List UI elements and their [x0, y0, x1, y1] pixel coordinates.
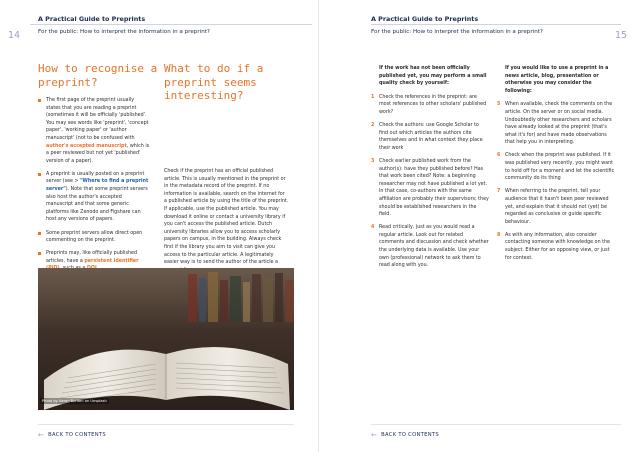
pid-link[interactable]: persistent identifier [84, 258, 139, 264]
list-item: Preprints may, like officially published articles, have a persistent identifier [38, 250, 150, 273]
bullet-icon [38, 99, 41, 102]
using-preprint-intro: If you would like to use a preprint in a news article, blog, presentation or otherwise you may consider the following: [505, 66, 609, 94]
page-number: 15 [615, 30, 628, 41]
accepted-manuscript-link[interactable]: author's accepted manuscript [46, 143, 127, 149]
bullet-icon [38, 252, 41, 255]
list-item: 7 When referring to the preprint, tell your audience that it hasn't been peer reviewed yet, and explain that it should not (yet) be regarded as conclusive or guide specific behaviour. [497, 189, 609, 225]
quality-check-list [371, 94, 489, 270]
list-item: 5 When available, check the comments on the article. On the server or on social media. Undoubtedly other researchers and scholars have already looked at the preprint (that's what it's for) and have made observations that help you in interpreting. [497, 102, 613, 146]
footer-rule [371, 424, 621, 425]
bullet-icon [38, 173, 41, 176]
list-item: 4 Read critically, just as you would read a regular article. Look out for related comments and discussion and check whether the underlying data is available. Use your own (professional) network to ask them to read along with you. [371, 225, 489, 269]
arrow-left-icon: ← [371, 431, 378, 439]
quality-check-intro: If the work has not been officially published yet, you may perform a small quality check by yourself: [379, 66, 487, 87]
list-item: 1 Check the references in the preprint: are most references to other scholars' published work? [371, 94, 487, 115]
back-to-contents-label: BACK TO CONTENTS [381, 432, 439, 438]
guide-title: A Practical Guide to Preprints [38, 15, 146, 23]
arrow-left-icon: ← [38, 431, 45, 439]
whattodo-paragraph: Check if the preprint has an official published article. This is usually mentioned in the preprint or in the metadata record of the preprint. If no information is available, search on the internet for a published article by using the title of the preprint. If applicable, use the published article. You may download it online or contact a university library if you can't access the published article. Dutch university libraries allow you to access scholarly papers on campus, in the building. Always check first if the library you aim to visit can give you access to the particular article. A legitimately easier way is to send the author of the article a [164, 169, 289, 266]
header-rule [371, 24, 621, 25]
guide-subtitle: For the public: How to interpret the information in a preprint? [371, 29, 543, 35]
open-book-image [38, 268, 294, 410]
list-item: Some preprint servers allow direct open commenting on the preprint. [38, 230, 150, 245]
page-right [319, 0, 638, 452]
guide-subtitle: For the public: How to interpret the information in a preprint? [38, 29, 210, 35]
using-preprint-column [497, 65, 615, 268]
recognise-heading: How to recognise a preprint? [38, 62, 158, 89]
list-item: 8 As with any information, also consider contacting someone with knowledge on the subject. Either for an opposing view, or just for context. [497, 232, 611, 261]
back-to-contents-link[interactable] [371, 431, 439, 439]
photo-credit: Photo by Aaron Burden on Unsplash [42, 399, 107, 403]
list-item: 6 Check when the preprint was published. If it was published very recently, you might want to hold off for a moment and let the scientific community do its thing [497, 153, 615, 182]
list-item: The first page of the preprint usually states that you are reading a preprint (sometimes it will be officially 'published'. You may see words like 'preprint', 'concept paper', 'working paper' or 'author manuscript' (not to be confused with author's accepted manuscript, which is a peer reviewed but not yet 'published' version of a paper). [38, 97, 150, 165]
header-rule [30, 24, 312, 25]
back-to-contents-label: BACK TO CONTENTS [48, 432, 106, 438]
list-item: A preprint is usually posted on a preprint server (see > "Where to find a preprint server"). Note that some preprint servers also host the author's accepted manuscript and that some generic platforms like Zenodo and Figshare can host any versions of papers. [38, 171, 150, 224]
bullet-icon [38, 232, 41, 235]
list-item: 2 Check the authors: use Google Scholar to find out which articles the authors cite themselves and in what context they place their work [371, 123, 483, 151]
guide-title: A Practical Guide to Preprints [371, 15, 479, 23]
whattodo-heading: What to do if a preprint seems interesting? [164, 62, 264, 102]
book-photo [38, 268, 294, 410]
recognise-list [38, 97, 150, 278]
list-item: 3 Check earlier published work from the author(s): have they published before? Has that work been cited? Note: a beginning researcher may not have published a lot yet. In that case, co-authors with the same affiliation are probably their supervisors; they should be established researchers in the field. [371, 158, 489, 218]
page-number: 14 [8, 30, 21, 41]
footer-rule [38, 424, 294, 425]
using-preprint-list [497, 101, 615, 262]
find-preprint-server-link[interactable]: "Where to find a preprint server" [46, 179, 149, 193]
quality-check-column [371, 65, 489, 275]
back-to-contents-link[interactable] [38, 431, 106, 439]
